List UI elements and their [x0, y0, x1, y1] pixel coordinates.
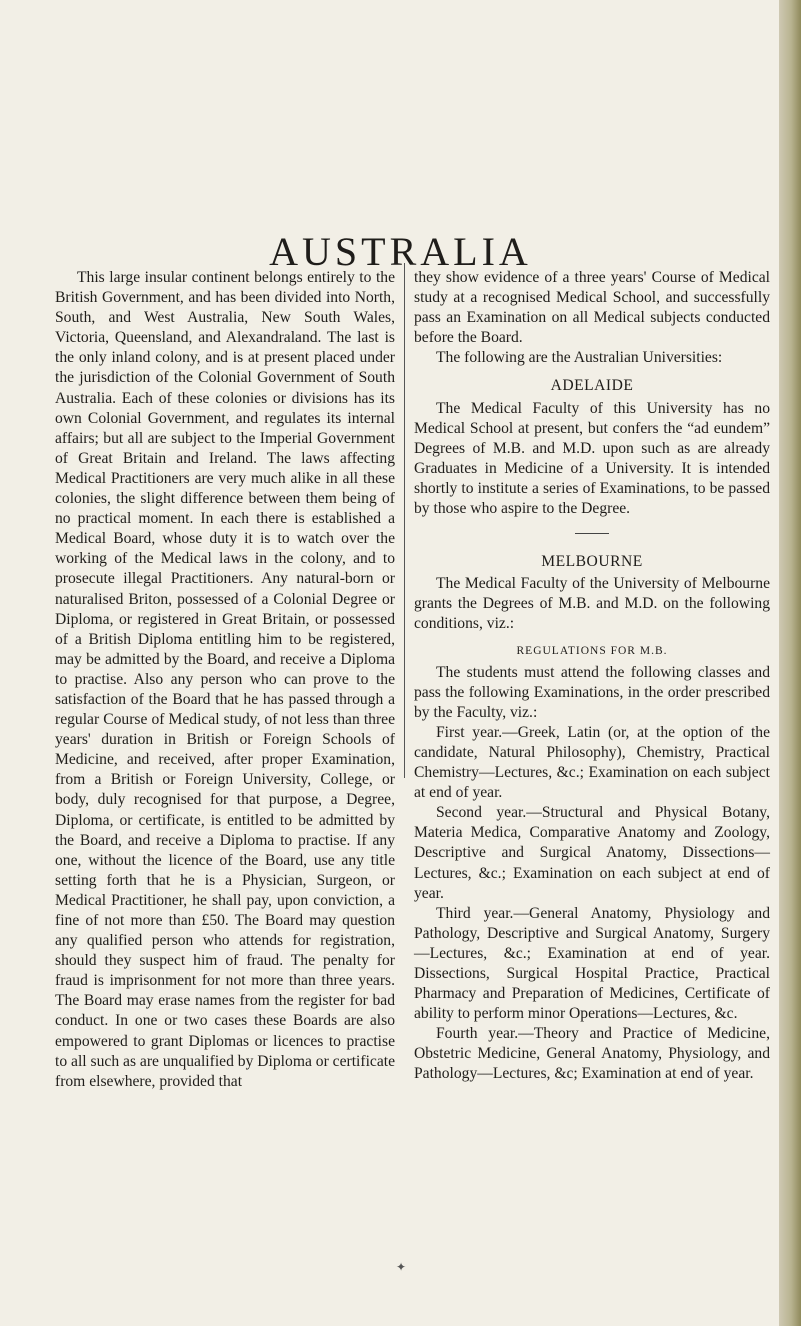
second-year-paragraph: Second year.—Structural and Physical Botany, Materia Medica, Comparative Anatomy and Zoology, Descriptive and Surgical Anatomy, Dissections—Lectures, &c.; Examination on each subject at end of year.: [414, 804, 770, 902]
universities-intro: The following are the Australian Universities:: [436, 349, 723, 367]
melbourne-paragraph: The Medical Faculty of the University of Melbourne grants the Degrees of M.B. and M.D. on the following conditions, viz.:: [414, 575, 770, 633]
fourth-year-paragraph: Fourth year.—Theory and Practice of Medicine, Obstetric Medicine, General Anatomy, Physiology, and Pathology—Lectures, &c; Examination at end of year.: [414, 1025, 770, 1083]
first-year-paragraph: First year.—Greek, Latin (or, at the option of the candidate, Natural Philosophy), Chemistry, Practical Chemistry—Lectures, &c.; Examination on each subject at end of year.: [414, 723, 770, 802]
section-separator: [575, 533, 609, 534]
regulations-subheading: REGULATIONS FOR M.B.: [516, 644, 668, 657]
intro-paragraph: This large insular continent belongs entirely to the British Government, and has been divided into North, South, and West Australia, New South Wales, Victoria, Queensland, and Alexandraland. The last is the only inland colony, and is at present placed under the jurisdiction of the Colonial Government of South Australia. Each of these colonies or divisions has its own Colonial Government, and regulates its internal affairs; but all are subject to the Imperial Government of Great Britain and Ireland. The laws affecting Medical Practitioners are very much alike in all these colonies, the slight difference between them being of no practical moment. In each there is established a Medical Board, whose duty it is to watch over the working of the Medical laws in the colony, and to prosecute illegal Practitioners. Any natural-born or naturalised Briton, possessed of a Colonial Degree or Diploma, or registered in Great Britain, or possessed of a British Diploma entitling him to be registered, may be admitted by the Board, and receive a Diploma to practise. Also any person who can prove to the satisfaction of the Board that he has passed through a regular Course of Medical study, of not less than three years' duration in British or Foreign Schools of Medicine, and received, after proper Examination, from a British or Foreign University, College, or body, duly recognised for that purpose, a Degree, Diploma, or certificate, is entitled to be admitted by the Board, and receive a Diploma to practise. If any one, without the licence of the Board, use any title setting forth that he is a Physician, Surgeon, or Medical Practitioner, he shall pay, upon conviction, a fine of not more than £50. The Board may question any qualified person who attends for registration, should they suspect him of fraud. The penalty for fraud is imprisonment for not more than three years. The Board may erase names from the register for bad conduct. In one or two cases these Boards are also empowered to grant Diplomas or licences to practise to all such as are unqualified by Diploma or certificate from elsewhere, provided that: [55, 269, 395, 1090]
left-column: [55, 268, 395, 1092]
footer-mark: ✦: [396, 1260, 407, 1274]
adelaide-heading: ADELAIDE: [550, 377, 634, 395]
melbourne-heading: MELBOURNE: [541, 553, 643, 571]
page-edge: [779, 0, 801, 1326]
continuation-paragraph: they show evidence of a three years' Course of Medical study at a recognised Medical School, and successfully pass an Examination on all Medical subjects conducted before the Board.: [414, 269, 770, 347]
column-divider: [404, 263, 405, 778]
right-column: [414, 268, 770, 1085]
page-title: AUSTRALIA: [269, 229, 532, 274]
adelaide-paragraph: The Medical Faculty of this University has no Medical School at present, but confers the “ad eundem” Degrees of M.B. and M.D. upon such as are already Graduates in Medicine of a University. It is intended shortly to institute a series of Examinations, to be passed by those who aspire to the Degree.: [414, 399, 770, 518]
regulations-paragraph: The students must attend the following classes and pass the following Examinations, in the order prescribed by the Faculty, viz.:: [414, 663, 770, 721]
third-year-paragraph: Third year.—General Anatomy, Physiology and Pathology, Descriptive and Surgical Anatomy, Surgery—Lectures, &c.; Examination at end of year. Dissections, Surgical Hospital Practice, Practical Pharmacy and Preparation of Medicines, Certificate of ability to perform minor Operations—Lectures, &c.: [414, 904, 770, 1023]
